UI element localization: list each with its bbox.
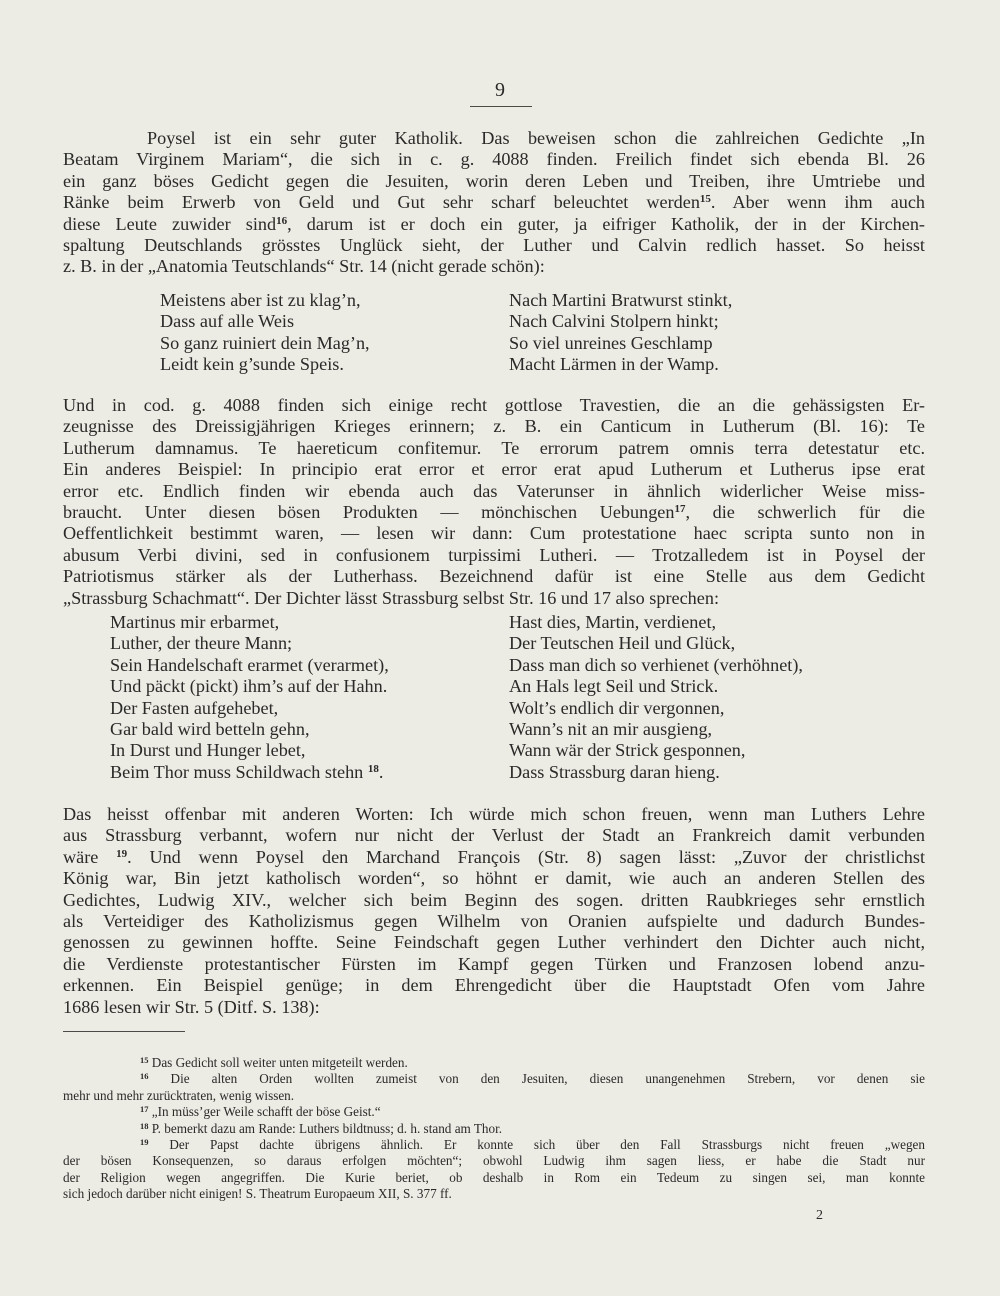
- text-run: abusum Verbi divini, sed in confusionem turpissimi Lutheri. — Trotzalledem ist in Poysel der: [63, 544, 925, 565]
- text-run: diese Leute zuwider sind: [63, 213, 277, 234]
- text-run: Und päckt (pickt) ihm’s auf der Hahn.: [110, 676, 388, 697]
- text-line: [63, 890, 925, 911]
- footnote-number: 16: [140, 1071, 149, 1082]
- text-line: [63, 847, 925, 868]
- verse-line: [110, 633, 389, 654]
- text-run: Leidt kein g’sunde Speis.: [160, 354, 344, 375]
- text-run: Der Fasten aufgehebet,: [110, 697, 279, 718]
- footnote-line: [63, 1055, 925, 1071]
- footnote-line: [63, 1088, 925, 1104]
- text-run: error etc. Endlich finden wir ebenda auch das Vaterunser in ähnlich widerlicher Weise miss-: [63, 480, 925, 501]
- paragraph-2: [63, 395, 925, 609]
- footnote-text: P. bemerkt dazu am Rande: Luthers bildtnuss; d. h. stand am Thor.: [151, 1120, 503, 1136]
- verse-line: [110, 719, 389, 740]
- text-line: [63, 214, 925, 235]
- text-run: Dass auf alle Weis: [160, 311, 295, 332]
- text-line: [63, 149, 925, 170]
- text-run: . Aber wenn ihm auch: [710, 192, 925, 213]
- text-line: [63, 235, 925, 256]
- text-line: [63, 192, 925, 213]
- footnote-reference: 19: [116, 847, 128, 860]
- footnotes: [63, 1055, 925, 1203]
- text-run: z. B. in der „Anatomia Teutschlands“ Str. 14 (nicht gerade schön):: [63, 256, 545, 277]
- text-run: Beim Thor muss Schildwach stehn: [110, 761, 368, 782]
- text-run: Luther, der theure Mann;: [110, 633, 293, 654]
- text-run: Ein anderes Beispiel: In principio erat error et error erat apud Lutherum et Lutherus ipse erat: [63, 459, 925, 480]
- text-run: 1686 lesen wir Str. 5 (Ditf. S. 138):: [63, 996, 320, 1017]
- text-run: braucht. Unter diesen bösen Produkten — mönchischen Uebungen: [63, 502, 675, 523]
- text-run: Und in cod. g. 4088 finden sich einige recht gottlose Travestien, die an die gehässigsten Er-: [63, 395, 925, 415]
- text-run: ein ganz böses Gedicht gegen die Jesuiten, worin deren Leben und Treiben, ihre Umtriebe und: [63, 170, 925, 191]
- text-run: , die schwerlich für die: [685, 502, 925, 523]
- footnote-text: sich jedoch darüber nicht einigen! S. Theatrum Europaeum XII, S. 377 ff.: [63, 1186, 452, 1202]
- footnote-text: der Religion wegen angegriffen. Die Kurie beriet, ob deshalb in Rom ein Tedeum zu singen sei, man konnte: [63, 1169, 925, 1185]
- verse-1-right-column: [509, 290, 732, 376]
- text-run: .: [378, 761, 384, 782]
- footnote-line: [63, 1153, 925, 1169]
- verse-line: [509, 354, 732, 375]
- text-run: Gedichtes, Ludwig XIV., welcher sich beim Beginn des sogen. dritten Raubkrieges sehr ernstlich: [63, 889, 925, 910]
- text-run: So ganz ruiniert dein Mag’n,: [160, 332, 370, 353]
- text-line: [63, 481, 925, 502]
- text-line: [63, 128, 925, 149]
- text-run: Wann wär der Strick gesponnen,: [509, 740, 746, 761]
- text-run: aus Strassburg verbannt, wofern nur nicht der Verlust der Stadt an Frankreich damit verbunden: [63, 825, 925, 846]
- text-run: spaltung Deutschlands grösstes Unglück sieht, der Luther und Calvin redlich hasset. So heisst: [63, 235, 925, 256]
- text-run: Oeffentlichkeit bestimmt waren, — lesen wir dann: Cum protestatione haec scripta sunto non in: [63, 523, 925, 544]
- footnote-reference: 15: [699, 193, 711, 206]
- text-run: Ränke beim Erwerb von Geld und Gut sehr scharf beleuchtet werden: [63, 192, 700, 213]
- verse-line: [509, 698, 803, 719]
- text-run: Sein Handelschaft erarmet (verarmet),: [110, 654, 389, 675]
- verse-line: [509, 676, 803, 697]
- text-line: [63, 523, 925, 544]
- text-run: Dass Strassburg daran hieng.: [509, 761, 720, 782]
- footnote-reference: 17: [674, 503, 686, 516]
- text-run: Das heisst offenbar mit anderen Worten: Ich würde mich schon freuen, wenn man Luthers Lehre: [63, 804, 925, 824]
- text-line: [63, 975, 925, 996]
- text-run: genossen zu gewinnen hoffte. Seine Feindschaft gegen Luther verhindert den Dichter auch nicht,: [63, 932, 925, 953]
- footnote-number: 17: [140, 1104, 149, 1115]
- text-run: die Verdienste protestantischer Fürsten im Kampf gegen Türken und Franzosen lobend anzu-: [63, 953, 925, 974]
- footnote-15: [63, 1055, 925, 1071]
- footnote-text: Der Papst dachte übrigens ähnlich. Er konnte sich über den Fall Strassburgs nicht freuen „wegen: [169, 1137, 926, 1153]
- text-line: [63, 868, 925, 889]
- text-run: Nach Martini Bratwurst stinkt,: [509, 290, 733, 310]
- verse-line: [509, 740, 803, 761]
- footnote-line: [63, 1121, 925, 1137]
- text-run: So viel unreines Geschlamp: [509, 332, 713, 353]
- footnote-text: Die alten Orden wollten zumeist von den Jesuiten, diesen unangenehmen Strebern, vor denen sie: [170, 1071, 926, 1087]
- text-line: [63, 416, 925, 437]
- text-run: Beatam Virginem Mariam“, die sich in c. g. 4088 finden. Freilich findet sich ebenda Bl. 26: [63, 149, 925, 170]
- verse-line: [509, 333, 732, 354]
- text-run: Wolt’s endlich dir vergonnen,: [509, 697, 725, 718]
- footnote-text: mehr und mehr zurücktraten, wenig wissen.: [63, 1087, 295, 1103]
- footnote-16: [63, 1071, 925, 1104]
- text-run: In Durst und Hunger lebet,: [110, 740, 306, 761]
- text-run: Hast dies, Martin, verdienet,: [509, 612, 717, 632]
- verse-line: [509, 655, 803, 676]
- text-run: Martinus mir erbarmet,: [110, 612, 280, 632]
- header-rule: [470, 106, 532, 107]
- footnote-line: [63, 1137, 925, 1153]
- text-line: [63, 932, 925, 953]
- text-run: Meistens aber ist zu klag’n,: [160, 290, 361, 310]
- footnote-reference: 16: [276, 214, 288, 227]
- text-run: Macht Lärmen in der Wamp.: [509, 354, 719, 375]
- footnote-number: 15: [140, 1055, 149, 1065]
- verse-line: [509, 290, 732, 311]
- verse-2-right-column: [509, 612, 803, 783]
- text-run: als Verteidiger des Katholizismus gegen Wilhelm von Oranien aufspielte und dadurch Bundes-: [63, 911, 925, 932]
- verse-line: [110, 676, 389, 697]
- text-run: Wann’s nit an mir ausgieng,: [509, 719, 713, 740]
- text-line: [63, 954, 925, 975]
- footnote-text: der bösen Konsequenzen, so daraus erfolgen möchten“; obwohl Ludwig ihm sagen liess, er habe die Stadt nur: [63, 1153, 925, 1169]
- footnote-line: [63, 1186, 925, 1202]
- verse-line: [160, 311, 370, 332]
- verse-line: [110, 612, 389, 633]
- text-line: [63, 256, 925, 277]
- sheet-signature: 2: [816, 1208, 823, 1223]
- verse-line: [160, 290, 370, 311]
- footnote-number: 18: [140, 1120, 149, 1131]
- verse-line: [509, 612, 803, 633]
- text-line: [63, 804, 925, 825]
- text-line: [63, 566, 925, 587]
- verse-line: [110, 740, 389, 761]
- verse-line: [509, 719, 803, 740]
- text-run: Lutherum damnamus. Te haereticum confitemur. Te errorum patrem omnis terra detestatur etc.: [63, 437, 925, 458]
- text-line: [63, 588, 925, 609]
- footnote-line: [63, 1170, 925, 1186]
- text-line: [63, 545, 925, 566]
- text-line: [63, 997, 925, 1018]
- text-line: [63, 395, 925, 416]
- verse-line: [160, 354, 370, 375]
- text-line: [63, 438, 925, 459]
- footnote-line: [63, 1104, 925, 1120]
- text-run: Patriotismus stärker als der Lutherhass. Bezeichnend dafür ist eine Stelle aus dem Gedicht: [63, 566, 925, 587]
- text-run: zeugnisse des Dreissigjährigen Krieges erinnern; z. B. ein Canticum in Lutherum (Bl. 16): Te: [63, 416, 925, 437]
- text-line: [63, 171, 925, 192]
- text-run: Der Teutschen Heil und Glück,: [509, 633, 736, 654]
- text-line: [63, 911, 925, 932]
- footnote-19: [63, 1137, 925, 1203]
- footnote-number: 19: [140, 1137, 149, 1148]
- footnote-18: [63, 1121, 925, 1137]
- text-run: , darum ist er doch ein guter, ja eifriger Katholik, der in der Kirchen-: [287, 213, 925, 234]
- verse-line: [509, 762, 803, 783]
- text-run: Dass man dich so verhienet (verhöhnet),: [509, 654, 803, 675]
- footnote-line: [63, 1071, 925, 1087]
- verse-line: [110, 655, 389, 676]
- footnote-text: „In müss’ger Weile schafft der böse Geist.“: [151, 1104, 381, 1120]
- text-run: Nach Calvini Stolpern hinkt;: [509, 311, 719, 332]
- verse-line: [509, 633, 803, 654]
- text-line: [63, 459, 925, 480]
- text-run: wäre: [63, 846, 117, 867]
- footnote-rule: [63, 1031, 185, 1032]
- text-line: [63, 825, 925, 846]
- text-run: . Und wenn Poysel den Marchand François (Str. 8) sagen lässt: „Zuvor der christlichst: [127, 846, 925, 867]
- footnote-reference: 18: [367, 762, 379, 775]
- text-run: Poysel ist ein sehr guter Katholik. Das beweisen schon die zahlreichen Gedichte „In: [147, 128, 925, 148]
- footnote-17: [63, 1104, 925, 1120]
- verse-2-left-column: [110, 612, 389, 783]
- footnote-text: Das Gedicht soll weiter unten mitgeteilt werden.: [151, 1055, 408, 1070]
- text-run: „Strassburg Schachmatt“. Der Dichter lässt Strassburg selbst Str. 16 und 17 also sprechen:: [63, 587, 719, 608]
- text-run: König war, Bin jetzt katholisch worden“, so höhnt er damit, wie auch an anderen Stellen des: [63, 868, 925, 889]
- paragraph-3: [63, 804, 925, 1018]
- verse-1-left-column: [160, 290, 370, 376]
- text-run: Gar bald wird betteln gehn,: [110, 719, 310, 740]
- text-line: [63, 502, 925, 523]
- text-run: erkennen. Ein Beispiel genüge; in dem Ehrengedicht über die Hauptstadt Ofen vom Jahre: [63, 975, 925, 996]
- page-number: 9: [495, 79, 505, 101]
- verse-line: [160, 333, 370, 354]
- paragraph-1: [63, 128, 925, 278]
- text-run: An Hals legt Seil und Strick.: [509, 676, 719, 697]
- verse-line: [509, 311, 732, 332]
- verse-line: [110, 762, 389, 783]
- verse-line: [110, 698, 389, 719]
